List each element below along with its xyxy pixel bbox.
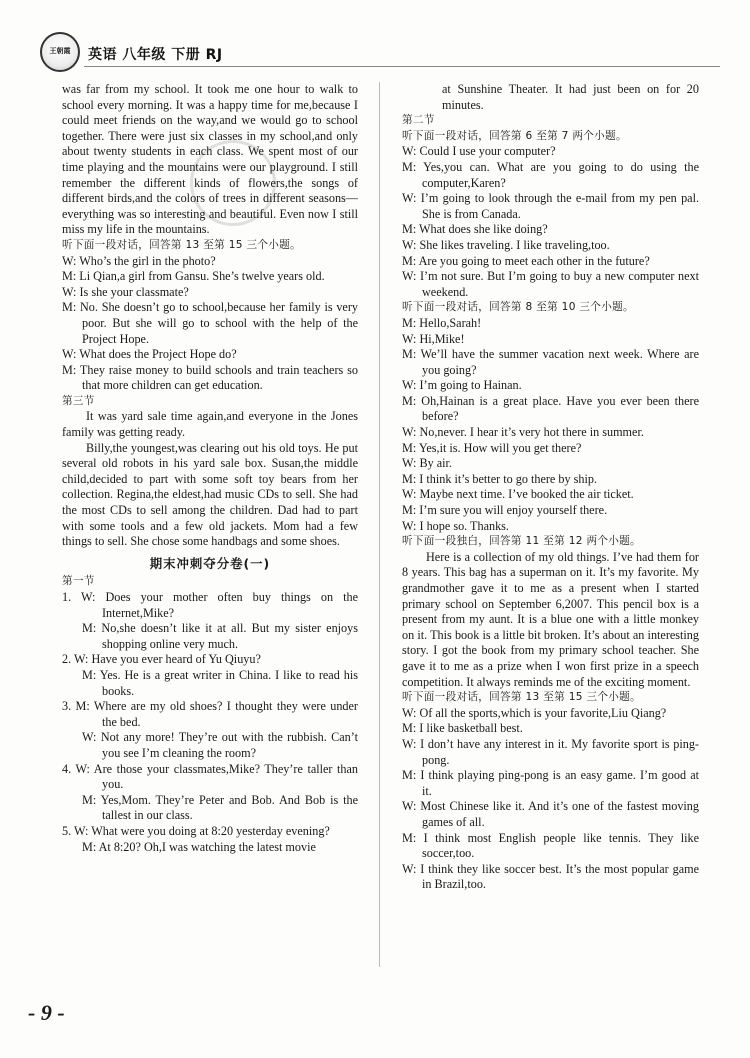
dialogue-line: M: Are you going to meet each other in the future? (402, 253, 650, 268)
test-title: 期末冲刺夺分卷(一) (149, 555, 271, 571)
dialogue-line: W: Of all the sports,which is your favorite,Liu Qiang? (402, 705, 667, 720)
section-heading: 第二节 (402, 114, 435, 127)
story-paragraph: It was yard sale time again,and everyone in the Jones family was getting ready. (62, 409, 358, 440)
dialogue-line: M: Li Qian,a girl from Gansu. She’s twelve years old. (62, 269, 325, 284)
header-title: 英语 八年级 下册 RJ (88, 47, 223, 63)
dialogue-line: M: I think most English people like tennis. They like soccer,too. (402, 830, 699, 861)
dialogue-line: W: I think they like soccer best. It’s the most popular game in Brazil,too. (402, 861, 699, 892)
dialogue-line: W: Hi,Mike! (402, 331, 465, 346)
dialogue-line: W: I don’t have any interest in it. My favorite sport is ping-pong. (402, 736, 699, 767)
dialogue-line: M: Oh,Hainan is a great place. Have you ever been there before? (402, 393, 699, 424)
answer-line: M: Yes,Mom. They’re Peter and Bob. And Bob is the tallest in our class. (82, 792, 358, 823)
dialogue-line: M: They raise money to build schools and train teachers so that more children can get education. (62, 362, 358, 393)
page-header (40, 30, 720, 80)
answer-line: M: At 8:20? Oh,I was watching the latest movie (82, 839, 316, 854)
answer-line: M: Yes. He is a great writer in China. I like to read his books. (82, 667, 358, 698)
publisher-logo: 王朝霞 (40, 32, 80, 72)
answer-line: M: No,she doesn’t like it at all. But my sister enjoys shopping online very much. (82, 621, 358, 651)
dialogue-line: W: What does the Project Hope do? (62, 347, 237, 362)
monologue-paragraph: Here is a collection of my old things. I’ve had them for 8 years. This bag has a superman on it. It’s my favorite. My grandmother gave it to me as a present when I started primary school on September 6,2007. This pencil box is a present from my aunt. It is a blue one with a little monkey on it. This book is a little bit broken. It’s about an interesting story. I got the book from my primary school teacher. She gave it to me as a prize when I won first prize in a speech competition. It always reminds me of the exciting moment. (402, 549, 699, 689)
dialogue-line: M: Hello,Sarah! (402, 315, 482, 330)
column-divider (379, 82, 380, 967)
dialogue-line: M: I think it’s better to go there by ship. (402, 471, 597, 486)
dialogue-line: M: I like basketball best. (402, 721, 523, 736)
instruction: 听下面一段对话，回答第 8 至第 10 三个小题。 (402, 301, 634, 314)
dialogue-line: M: Yes,it is. How will you get there? (402, 440, 582, 455)
question-line: 3. M: Where are my old shoes? I thought they were under the bed. (62, 699, 358, 729)
passage-paragraph: was far from my school. It took me one hour to walk to school every morning. It was a happy time for me,because I could meet friends on the way,and we would go to school together. There were just six classes in my school,and only about twenty students in each class. We spent most of our time playing and the mountains were our playground. I still remember the different kinds of flowers,the songs of different birds,and the colors of trees in different seasons—everything was so interesting and beautiful. Even now I still miss my life in the mountains. (62, 82, 358, 237)
dialogue-line: M: No. She doesn’t go to school,because her family is very poor. But she will go to school with the help of the Project Hope. (62, 300, 358, 346)
dialogue-line: W: I’m going to look through the e-mail from my pen pal. She is from Canada. (402, 191, 699, 221)
dialogue-line: W: I’m not sure. But I’m going to buy a new computer next weekend. (402, 269, 699, 299)
dialogue-line: W: Is she your classmate? (62, 284, 189, 299)
question-line: 4. W: Are those your classmates,Mike? They’re taller than you. (62, 761, 358, 792)
dialogue-line: W: Could I use your computer? (402, 144, 556, 159)
instruction: 听下面一段对话，回答第 6 至第 7 两个小题。 (402, 129, 627, 142)
story-paragraph: Billy,the youngest,was clearing out his old toys. He put several old robots in his yard sale box. Susan,the middle child,decided to part with some soft toy bears from her collection. Regina,the eldest,had music CDs to sell. She had the most CDs to sell among the children. Dad had to part with some tools and a few old jackets. Mom had a few things to sell. She chose some handbags and some shoes. (62, 440, 358, 549)
dialogue-line: W: Who’s the girl in the photo? (62, 253, 216, 268)
dialogue-line: M: We’ll have the summer vacation next week. Where are you going? (402, 347, 699, 377)
dialogue-line: M: I’m sure you will enjoy yourself there. (402, 503, 608, 518)
question-line: 2. W: Have you ever heard of Yu Qiuyu? (62, 652, 261, 667)
instruction: 听下面一段对话，回答第 13 至第 15 三个小题。 (402, 691, 641, 704)
dialogue-line: W: I hope so. Thanks. (402, 518, 509, 533)
header-divider (84, 66, 720, 67)
question-line: 1. W: Does your mother often buy things on the Internet,Mike? (62, 590, 358, 620)
dialogue-line: M: Yes,you can. What are you going to do using the computer,Karen? (402, 159, 699, 190)
dialogue-line: M: What does she like doing? (402, 222, 548, 237)
section-heading: 第三节 (62, 394, 95, 407)
dialogue-line: W: She likes traveling. I like traveling,too. (402, 237, 610, 252)
instruction: 听下面一段对话，回答第 13 至第 15 三个小题。 (62, 238, 301, 251)
dialogue-line: M: I think playing ping-pong is an easy game. I’m good at it. (402, 768, 699, 798)
continuation-line: at Sunshine Theater. It had just been on for 20 minutes. (442, 82, 699, 112)
question-line: 5. W: What were you doing at 8:20 yesterday evening? (62, 823, 330, 838)
page-number: - 9 - (28, 1000, 65, 1025)
section-heading: 第一节 (62, 575, 95, 588)
dialogue-line: W: Maybe next time. I’ve booked the air ticket. (402, 487, 634, 502)
dialogue-line: W: Most Chinese like it. And it’s one of the fastest moving games of all. (402, 799, 699, 829)
right-column (402, 82, 699, 893)
left-column (62, 82, 358, 855)
dialogue-line: W: By air. (402, 456, 452, 471)
instruction: 听下面一段独白，回答第 11 至第 12 两个小题。 (402, 535, 641, 548)
dialogue-line: W: No,never. I hear it’s very hot there in summer. (402, 425, 644, 440)
dialogue-line: W: I’m going to Hainan. (402, 378, 522, 393)
answer-line: W: Not any more! They’re out with the rubbish. Can’t you see I’m cleaning the room? (82, 730, 358, 760)
